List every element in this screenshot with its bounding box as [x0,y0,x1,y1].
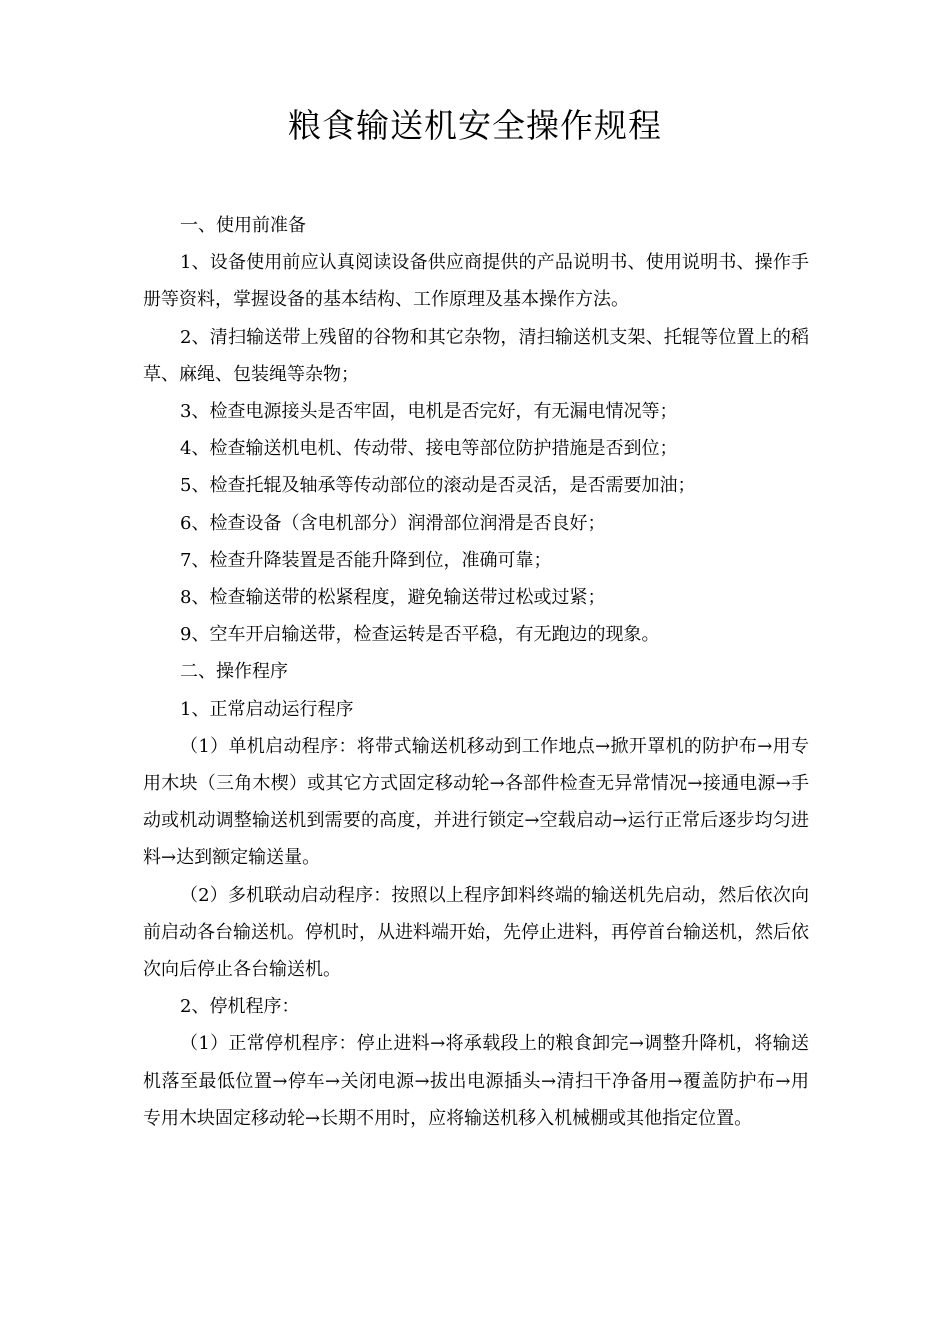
paragraph: 1、设备使用前应认真阅读设备供应商提供的产品说明书、使用说明书、操作手册等资料，掌握设备的基本结构、工作原理及基本操作方法。 [143,252,809,311]
subsection-heading: 1、正常启动运行程序 [180,698,354,720]
paragraph: 4、检查输送机电机、传动带、接电等部位防护措施是否到位； [180,438,678,460]
paragraph: 2、清扫输送带上残留的谷物和其它杂物，清扫输送机支架、托辊等位置上的稻草、麻绳、包装绳等杂物； [143,326,809,385]
paragraph: （1）单机启动程序：将带式输送机移动到工作地点→掀开罩机的防护布→用专用木块（三角木楔）或其它方式固定移动轮→各部件检查无异常情况→接通电源→手动或机动调整输送机到需要的高度，并进行锁定→空载启动→运行正常后逐步均匀进料→达到额定输送量。 [143,735,809,869]
document-title: 粮食输送机安全操作规程 [288,106,662,145]
paragraph: 5、检查托辊及轴承等传动部位的滚动是否灵活，是否需要加油； [180,475,696,497]
paragraph: 7、检查升降装置是否能升降到位，准确可靠； [180,549,552,571]
section-heading: 一、使用前准备 [180,215,306,236]
paragraph: 3、检查电源接头是否牢固，电机是否完好，有无漏电情况等； [180,401,678,423]
paragraph: 9、空车开启输送带，检查运转是否平稳，有无跑边的现象。 [180,624,660,646]
paragraph: 8、检查输送带的松紧程度，避免输送带过松或过紧； [180,587,606,609]
paragraph: 6、检查设备（含电机部分）润滑部位润滑是否良好； [180,512,606,534]
subsection-heading: 2、停机程序： [180,996,300,1018]
section-heading: 二、操作程序 [180,661,288,683]
paragraph: （2）多机联动启动程序：按照以上程序卸料终端的输送机先启动，然后依次向前启动各台输送机。停机时，从进料端开始，先停止进料，再停首台输送机，然后依次向后停止各台输送机。 [143,884,809,981]
document-body [143,207,809,1137]
paragraph: （1）正常停机程序：停止进料→将承载段上的粮食卸完→调整升降机，将输送机落至最低位置→停车→关闭电源→拔出电源插头→清扫干净备用→覆盖防护布→用专用木块固定移动轮→长期不用时，应将输送机移入机械棚或其他指定位置。 [143,1033,809,1129]
